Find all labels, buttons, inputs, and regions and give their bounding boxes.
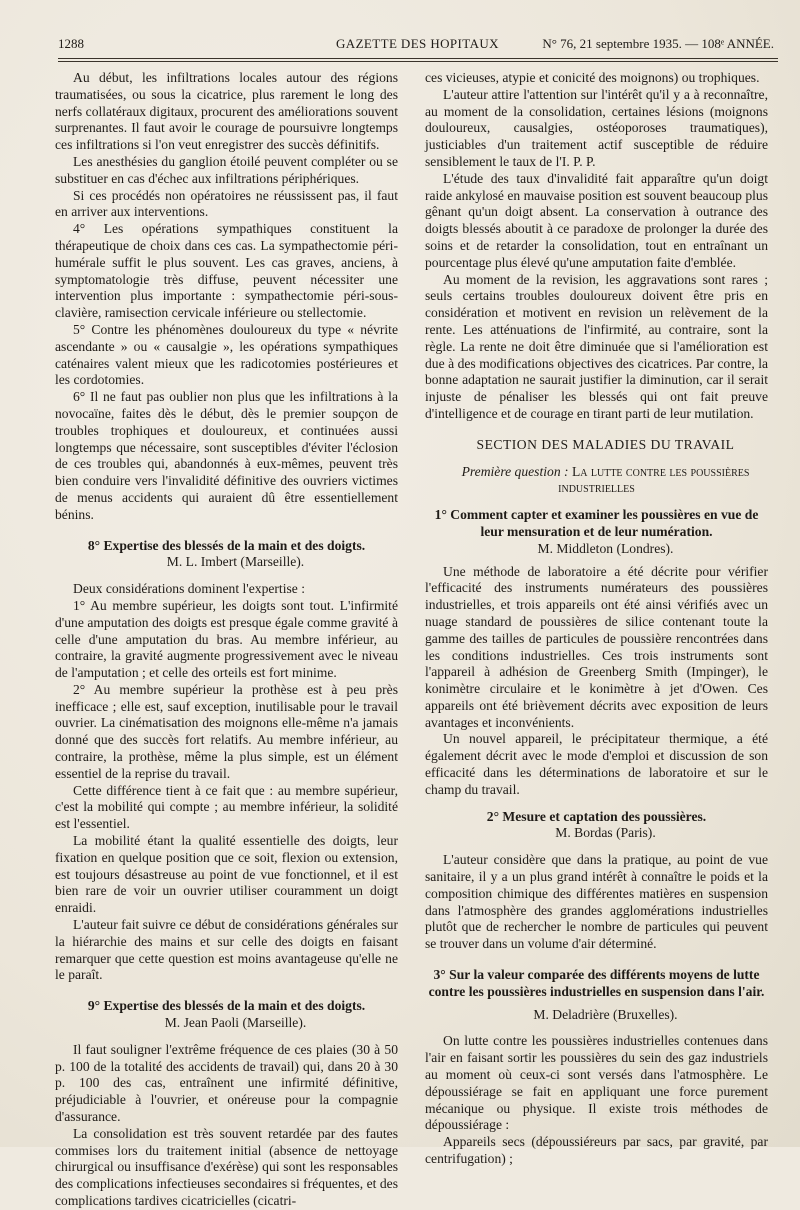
paragraph: Les anesthésies du ganglion étoilé peuvent compléter ou se substituer en cas d'échec aux infiltrations périphériques. — [55, 153, 398, 186]
paragraph: 6° Il ne faut pas oublier non plus que les infiltrations à la novocaïne, faites dès le début, dès le premier soupçon de troubles trophiques et douloureux, et continuées aussi longtemps que nécessaire, sont susceptibles d'éviter l'éclosion de ces troubles qui, abandonnés à eux-mêmes, peuvent très bien conduire vers l'invalidité définitive des ouvriers victimes de menus accidents qui auraient dû être essentiellement bénins. — [55, 389, 398, 522]
left-column — [55, 70, 398, 1210]
section-heading: 1° Comment capter et examiner les poussières en vue de leur mensuration et de leur numération. — [434, 507, 759, 539]
paragraph: 2° Au membre supérieur la prothèse est à peu près inefficace ; elle est, sauf exception, inutilisable pour le travail ouvrier. La cinématisation des moignons elle-même n'a jamais donné que des succès fort relatifs. Au membre inférieur, au contraire, la prothèse, même la plus simple, est un élément essentiel de la reprise du travail. — [55, 681, 398, 781]
paragraph: Appareils secs (dépoussiéreurs par sacs, par gravité, par centrifugation) ; — [425, 1134, 768, 1167]
header-rule — [58, 58, 778, 59]
page-number: 1288 — [58, 36, 84, 51]
paragraph: La mobilité étant la qualité essentielle des doigts, leur fixation en quelque position que ce soit, flexion ou extension, est toujours désastreuse au point de vue fonctionnel, et il est bien rare de voir un ouvrier utiliser couramment un doigt enraidi. — [55, 833, 398, 916]
author-line: M. L. Imbert (Marseille). — [166, 554, 305, 570]
paragraph: 5° Contre les phénomènes douloureux du type « névrite ascendante » ou « causalgie », les opérations sympathiques caténaires valent mieux que les radicotomies postérieures et les cordotomies. — [55, 321, 398, 388]
question-label: Première question : — [461, 463, 569, 479]
paragraph: Il faut souligner l'extrême fréquence de ces plaies (30 à 50 p. 100 de la totalité des accidents de travail) qui, dans 20 à 30 p. 100 des cas, entraînent une infirmité définitive, préjudiciable à l'ouvrier, et onéreuse pour la compagnie d'assurance. — [55, 1041, 398, 1125]
paragraph: Au moment de la revision, les aggravations sont rares ; seuls certains troubles douloureux doivent être pris en considération et motivent en revision un relèvement de la rente. Les atténuations de l'infirmité, au contraire, sont la règle. La rente ne doit être diminuée que si l'amélioration est due à des modifications objectives des cicatrices. Par contre, la bonne adaptation ne saurait justifier la diminution, car il serait injuste de pénaliser les blessés qui ont fait preuve d'intelligence et de courage en tirant parti de leur mutilation. — [425, 271, 768, 421]
header-rule-double — [58, 61, 778, 62]
paragraph: Au début, les infiltrations locales autour des régions traumatisées, ou sous la cicatrice, plus rarement le long des nerfs collatéraux digitaux, procurent des améliorations souvent surprenantes. Il faut avoir le courage de poursuivre longtemps ces infiltrations si l'on veut enregistrer des succès définitifs. — [55, 70, 398, 153]
paragraph: L'auteur attire l'attention sur l'intérêt qu'il y a à reconnaître, au moment de la consolidation, certaines lésions (moignons douloureux, causalgies, ostéoporoses traumatiques), justiciables d'un traitement actif susceptible de réduire sensiblement le taux de l'I. P. P. — [425, 86, 768, 169]
section-heading: 9° Expertise des blessés de la main et des doigts. — [87, 998, 366, 1014]
issue-line: N° 76, 21 septembre 1935. — 108ᵉ ANNÉE. — [542, 36, 774, 51]
paragraph: On lutte contre les poussières industrielles contenues dans l'air en faisant sortir les poussières du sein des gaz industriels au moment où ceux-ci sont versés dans l'atmosphère. Le dépoussiérage se fait en appliquant une force purement mécanique ou physique. Il existe trois méthodes de dépoussiérage : — [425, 1033, 768, 1133]
paragraph: 1° Au membre supérieur, les doigts sont tout. L'infirmité d'une amputation des doigts est presque égale comme gravité à celle d'une amputation du bras. Au membre inférieur, au contraire, la gravité augmente progressivement avec le niveau de l'amputation ; et celle des orteils est fort minime. — [55, 597, 398, 681]
section-heading: 3° Sur la valeur comparée des différents moyens de lutte contre les poussières industrielles en suspension dans l'air. — [428, 967, 765, 999]
paragraph: ces vicieuses, atypie et conicité des moignons) ou trophiques. — [425, 70, 760, 85]
author-line: M. Deladrière (Bruxelles). — [533, 1006, 678, 1022]
author-line: M. Middleton (Londres). — [537, 540, 674, 556]
paragraph: L'auteur considère que dans la pratique, au point de vue sanitaire, il y a un plus grand intérêt à connaître le poids et la composition chimique des différentes matières en suspension dans l'atmosphère des grandes agglomérations industrielles plutôt que de rechercher le nombre de particules qui peuvent se trouver dans un volume d'air déterminé. — [425, 852, 768, 952]
author-line: M. Bordas (Paris). — [555, 825, 656, 841]
paragraph: Un nouvel appareil, le précipitateur thermique, a été également décrit avec le mode d'emploi et discussion de son efficacité dans les déterminations de laboratoire et sur le champ du travail. — [425, 731, 768, 797]
paragraph: Deux considérations dominent l'expertise : — [73, 581, 305, 597]
paragraph: L'auteur fait suivre ce début de considérations générales sur la hiérarchie des mains et sur celle des doigts en faisant remarquer que cette question est moins avantageuse qu'elle ne le paraît. — [55, 917, 398, 983]
right-column — [425, 70, 768, 1168]
paragraph: Une méthode de laboratoire a été décrite pour vérifier l'efficacité des instruments numérateurs des poussières industrielles, et trois appareils ont été ainsi vérifiés avec un nuage standard de poussières de silice contenant toute la gamme des tailles de particules de poussière rencontrées dans les conditions industrielles. Ces trois instruments sont l'appareil à adhésion de Greenberg Smith (Impinger), le konimètre circulaire et le konimètre à jet d'Owen. Ces appareils ont été brièvement décrits avec exposition de leurs avantages et inconvénients. — [425, 563, 768, 730]
paragraph: La consolidation est très souvent retardée par des fautes commises lors du traitement initial (absence de nettoyage chirurgical ou insuffisance d'exérèse) qui sont les responsables des complications infectieuses secondaires si fréquentes, et des complications tardives cicatricielles (cicatri- — [55, 1125, 398, 1208]
paragraph: Si ces procédés non opératoires ne réussissent pas, il faut en arriver aux interventions. — [55, 187, 398, 220]
paragraph: 4° Les opérations sympathiques constituent la thérapeutique de choix dans ces cas. La sympathectomie péri-humérale suffit le plus souvent. Les cas graves, anciens, à symptomatologie très diffuse, peuvent nécessiter une intervention plus importante : sympathectomie péri-sous-clavière, ramisection cervicale inférieure ou stellectomie. — [55, 221, 398, 321]
question-line — [425, 464, 768, 498]
paragraph: Cette différence tient à ce fait que : au membre supérieur, c'est la mobilité qui compte ; au membre inférieur, la solidité est l'essentiel. — [55, 782, 398, 832]
section-heading: 8° Expertise des blessés de la main et des doigts. — [87, 537, 366, 553]
author-line: M. Jean Paoli (Marseille). — [164, 1015, 307, 1031]
section-heading: 2° Mesure et captation des poussières. — [486, 808, 707, 824]
running-header — [58, 34, 778, 54]
question-title: La lutte contre les poussières industrielles — [558, 463, 750, 496]
journal-title: GAZETTE DES HOPITAUX — [336, 36, 499, 51]
section-title: SECTION DES MALADIES DU TRAVAIL — [476, 436, 735, 452]
paragraph: L'étude des taux d'invalidité fait apparaître qu'un doigt raide ankylosé en mauvaise position est souvent beaucoup plus gênant qu'un doigt absent. La conservation à outrance des doigts blessés aboutit à ce paradoxe de prolonger la durée des soins et de retarder la consolidation, tout en entraînant un pourcentage plus élevé qu'une amputation faite d'emblée. — [425, 170, 768, 270]
